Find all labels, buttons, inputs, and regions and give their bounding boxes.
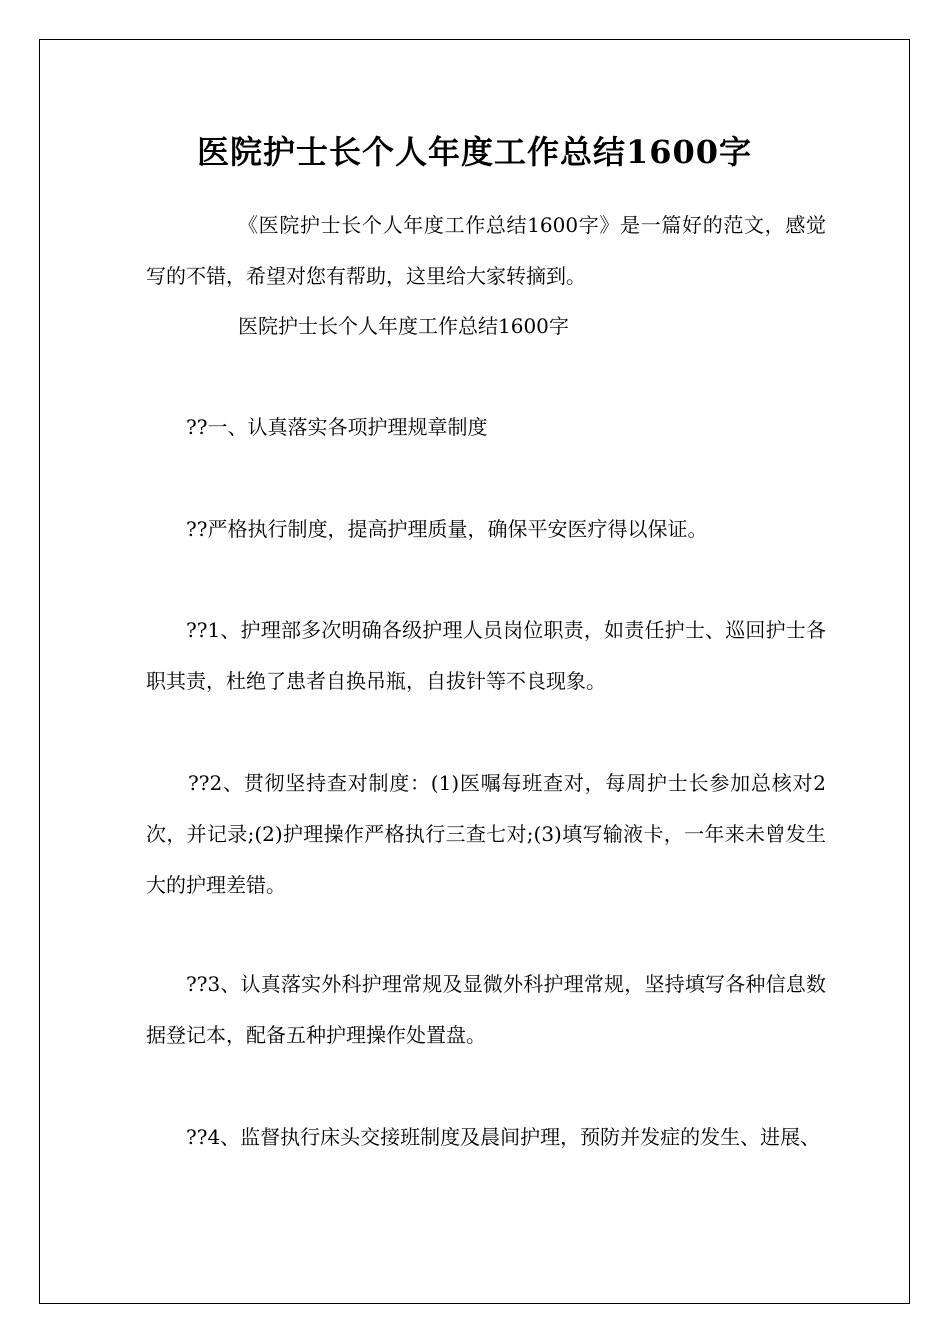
list-item-3: ??3、认真落实外科护理常规及显微外科护理常规，坚持填写各种信息数据登记本，配备五种护理操作处置盘。 xyxy=(146,972,826,1047)
list-item-4: ??4、监督执行床头交接班制度及晨间护理，预防并发症的发生、进展、 xyxy=(186,1125,821,1149)
document-title: 医院护士长个人年度工作总结1600字 xyxy=(196,133,753,171)
intro-paragraph: 《医院护士长个人年度工作总结1600字》是一篇好的范文，感觉写的不错，希望对您有帮助，这里给大家转摘到。 xyxy=(146,213,826,288)
section-heading-1: ??一、认真落实各项护理规章制度 xyxy=(186,415,488,439)
list-item-1: ??1、护理部多次明确各级护理人员岗位职责，如责任护士、巡回护士各职其责，杜绝了患者自换吊瓶，自拔针等不良现象。 xyxy=(146,618,826,693)
section-summary: ??严格执行制度，提高护理质量，确保平安医疗得以保证。 xyxy=(186,517,708,541)
list-item-2: ??2、贯彻坚持查对制度：(1)医嘱每班查对，每周护士长参加总核对2次，并记录;(2)护理操作严格执行三查七对;(3)填写输液卡，一年来未曾发生大的护理差错。 xyxy=(146,771,826,897)
subtitle-paragraph: 医院护士长个人年度工作总结1600字 xyxy=(238,314,569,338)
